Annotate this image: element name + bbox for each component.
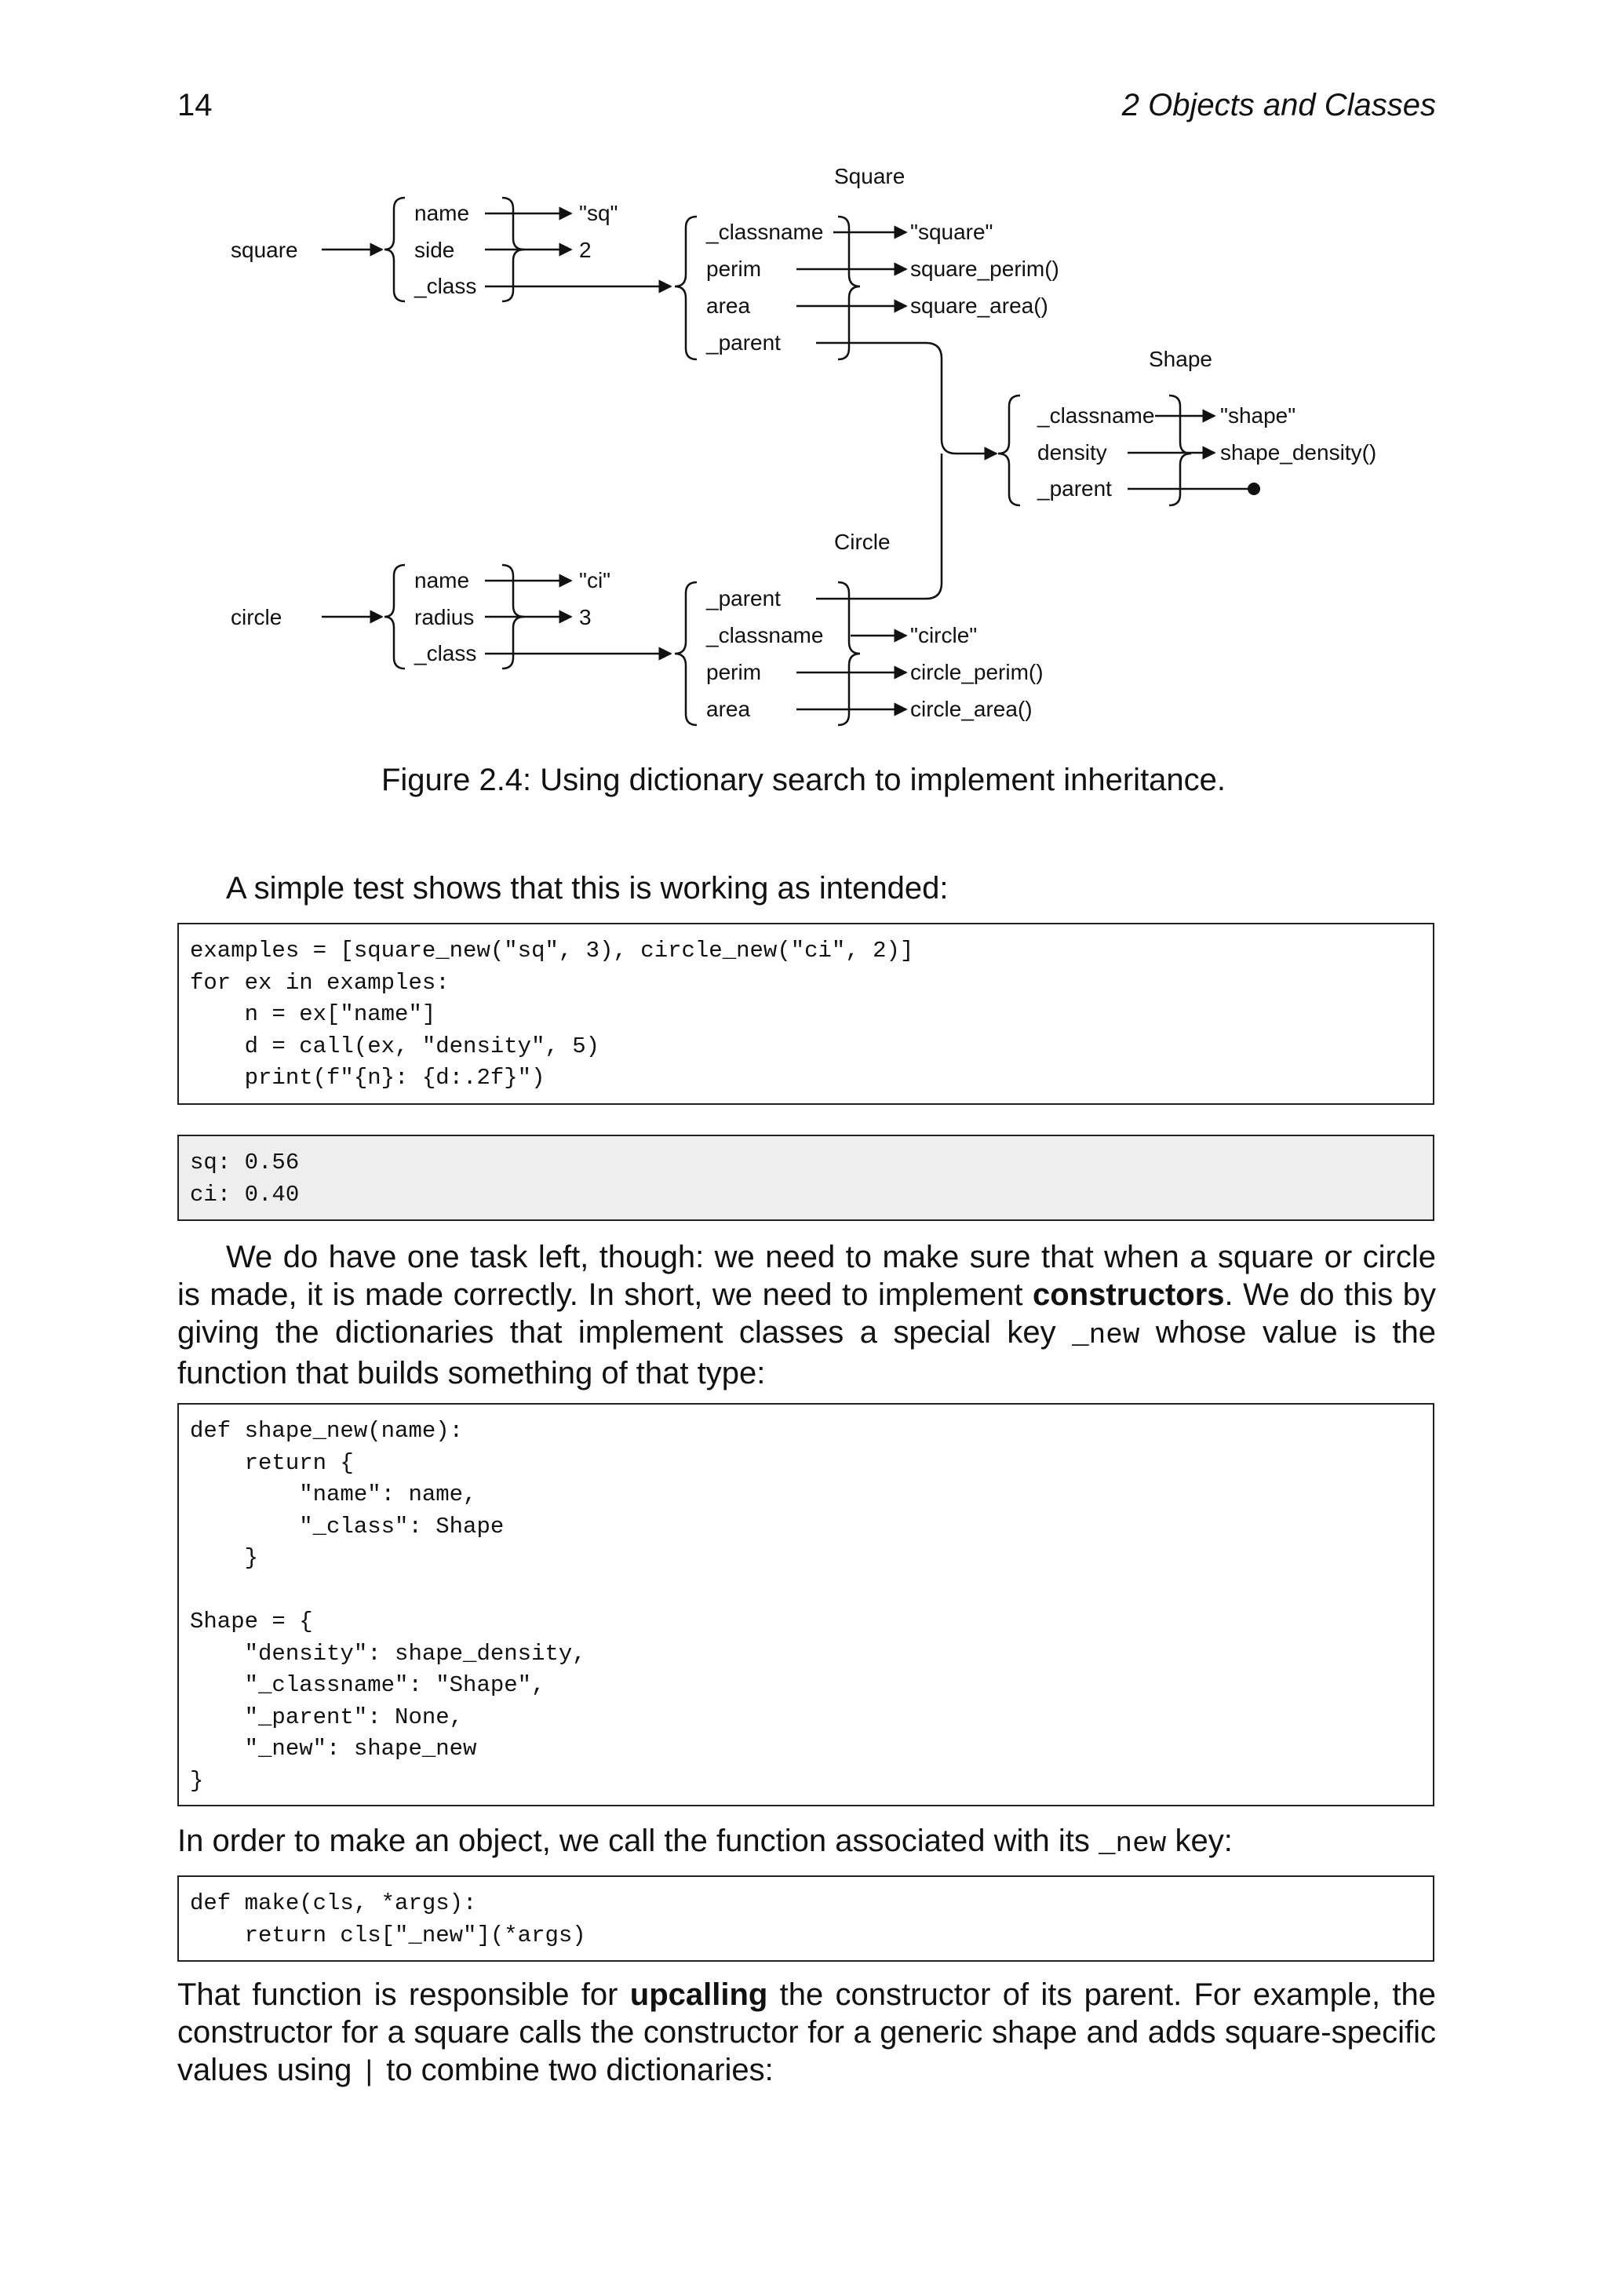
inline-code-new: _new [1098, 1828, 1167, 1860]
term-constructors: constructors [1033, 1277, 1225, 1312]
paragraph-constructors: We do have one task left, though: we need to make sure that when a square or circle is made, it is made correctly. In short, we need to implement constructors. We do this by giving the dictionaries that implement classes a special key _new whose value is the function that builds something of that type: [177, 1240, 1437, 1390]
inline-code-pipe: | [360, 2057, 378, 2089]
chapter-title: 2 Objects and Classes [1121, 88, 1436, 122]
circle-open-brace [384, 565, 405, 669]
circle-key-class: _class [414, 641, 477, 665]
code-line: for ex in examples: [190, 969, 450, 996]
square-class-title: Square [834, 164, 906, 188]
paragraph-test-intro: A simple test shows that this is working as intended: [226, 871, 949, 906]
circle-class-close-brace [838, 582, 860, 725]
code-line: "density": shape_density, [190, 1640, 586, 1667]
circle-class-key-area: area [706, 697, 751, 721]
code-line: examples = [square_new("sq", 3), circle_new("ci", 2)] [190, 938, 914, 964]
code-line: def make(cls, *args): [190, 1890, 477, 1916]
code-line: "_class": Shape [190, 1513, 505, 1540]
square-value-side: 2 [579, 238, 592, 262]
circle-key-name: name [414, 568, 470, 592]
square-class-value-area: square_area() [910, 293, 1048, 318]
square-value-name: "sq" [579, 201, 618, 225]
shape-value-classname: "shape" [1220, 403, 1296, 428]
paragraph-make: In order to make an object, we call the function associated with its _new key: [177, 1824, 1233, 1860]
inline-code-new: _new [1072, 1319, 1140, 1351]
page-header [177, 88, 1436, 127]
code-block-test [177, 923, 1434, 1105]
square-key-class: _class [414, 274, 477, 298]
circle-class-value-perim: circle_perim() [910, 660, 1044, 684]
square-key-name: name [414, 201, 470, 225]
code-line: ci: 0.40 [190, 1181, 300, 1208]
shape-open-brace [998, 395, 1020, 505]
null-terminator-dot [1248, 483, 1260, 495]
circle-label: circle [231, 605, 282, 629]
code-line: Shape = { [190, 1609, 313, 1635]
circle-parent-line [816, 454, 942, 599]
code-line: d = call(ex, "density", 5) [190, 1033, 600, 1059]
code-line: print(f"{n}: {d:.2f}") [190, 1065, 545, 1091]
code-block-output [177, 1135, 1434, 1221]
circle-class-key-classname: _classname [706, 623, 824, 647]
shape-key-classname: _classname [1037, 403, 1155, 428]
circle-key-radius: radius [414, 605, 475, 629]
code-line: "_classname": "Shape", [190, 1672, 545, 1698]
square-class-key-classname: _classname [706, 220, 824, 244]
shape-class-title: Shape [1149, 347, 1212, 371]
circle-value-name: "ci" [579, 568, 611, 592]
code-line: n = ex["name"] [190, 1001, 436, 1027]
page-number: 14 [177, 88, 213, 122]
square-open-brace [384, 198, 405, 301]
square-key-side: side [414, 238, 455, 262]
square-class-close-brace [838, 217, 860, 359]
shape-key-density: density [1037, 440, 1107, 465]
square-label: square [231, 238, 298, 262]
square-class-key-area: area [706, 293, 751, 318]
code-line: } [190, 1767, 204, 1794]
code-line: "name": name, [190, 1481, 477, 1507]
code-block-make [177, 1875, 1434, 1962]
square-class-key-perim: perim [706, 257, 762, 281]
code-block-shape [177, 1403, 1434, 1806]
shape-key-parent: _parent [1037, 476, 1112, 501]
shape-value-density: shape_density() [1220, 440, 1377, 465]
code-line: } [190, 1545, 259, 1571]
circle-class-key-perim: perim [706, 660, 762, 684]
circle-class-open-brace [675, 582, 697, 725]
paragraph-upcalling: That function is responsible for upcalling the constructor of its parent. For example, the constructor for a square calls the constructor for a generic shape and adds square-specific values using | to combine two dictionaries: [177, 1977, 1436, 2089]
circle-class-value-area: circle_area() [910, 697, 1033, 721]
figure-caption: Figure 2.4: Using dictionary search to implement inheritance. [381, 763, 1226, 797]
code-line: "_new": shape_new [190, 1736, 477, 1762]
square-class-value-perim: square_perim() [910, 257, 1059, 281]
inheritance-diagram [0, 149, 1607, 745]
code-line: sq: 0.56 [190, 1150, 300, 1175]
code-line: return cls["_new"](*args) [190, 1922, 586, 1948]
circle-value-radius: 3 [579, 605, 592, 629]
circle-class-title: Circle [834, 530, 891, 554]
square-class-value-classname: "square" [910, 220, 993, 244]
term-upcalling: upcalling [629, 1977, 768, 2012]
circle-class-value-classname: "circle" [910, 623, 978, 647]
code-line: "_parent": None, [190, 1704, 464, 1730]
square-class-open-brace [675, 217, 697, 359]
code-line: def shape_new(name): [190, 1418, 464, 1444]
square-class-key-parent: _parent [706, 330, 781, 355]
circle-class-key-parent: _parent [706, 586, 781, 610]
code-line [190, 1575, 1422, 1607]
code-line: return { [190, 1449, 354, 1476]
